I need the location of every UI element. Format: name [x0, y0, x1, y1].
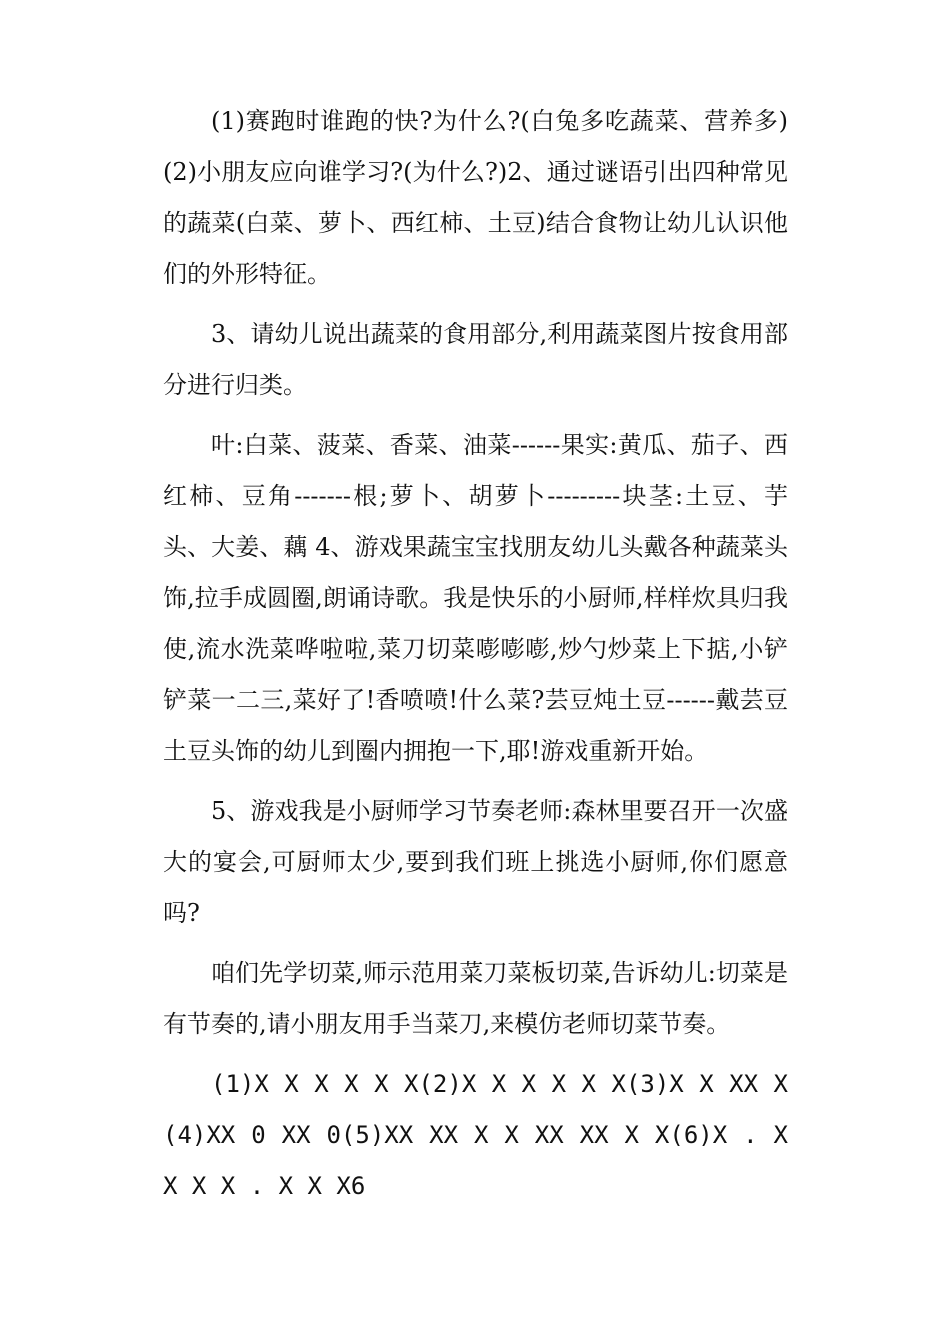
- paragraph-cutting-rhythm: 咱们先学切菜,师示范用菜刀菜板切菜,告诉幼儿:切菜是有节奏的,请小朋友用手当菜刀,来模仿老师切菜节奏。: [163, 959, 788, 1038]
- paragraph-chef-game: 5、游戏我是小厨师学习节奏老师:森林里要召开一次盛大的宴会,可厨师太少,要到我们班上挑选小厨师,你们愿意吗?: [163, 797, 788, 927]
- paragraph-race-questions: (1)赛跑时谁跑的快?为什么?(白兔多吃蔬菜、营养多)(2)小朋友应向谁学习?(为什么?)2、通过谜语引出四种常见的蔬菜(白菜、萝卜、西红柿、土豆)结合食物让幼儿认识他们的外形特征。: [163, 107, 788, 288]
- paragraph-edible-parts: 3、请幼儿说出蔬菜的食用部分,利用蔬菜图片按食用部分进行归类。: [163, 320, 788, 399]
- document-body: [163, 96, 803, 1221]
- paragraph-vegetable-categories: 叶:白菜、菠菜、香菜、油菜------果实:黄瓜、茄子、西红柿、豆角-------根;萝卜、胡萝卜---------块茎:土豆、芋头、大姜、藕 4、游戏果蔬宝宝找朋友幼儿头戴各种蔬菜头饰,拉手成圆圈,朗诵诗歌。我是快乐的小厨师,样样炊具归我使,流水洗菜哗啦啦,菜刀切菜嘭嘭嘭,炒勺炒菜上下掂,小铲铲菜一二三,菜好了!香喷喷!什么菜?芸豆炖土豆------戴芸豆土豆头饰的幼儿到圈内拥抱一下,耶!游戏重新开始。: [163, 431, 788, 765]
- paragraph-rhythm-patterns: (1)X X X X X X(2)X X X X X X(3)X X XX X(4)XX 0 XX 0(5)XX XX X X XX XX X X(6)X . X X X X . X X X6: [163, 1070, 803, 1200]
